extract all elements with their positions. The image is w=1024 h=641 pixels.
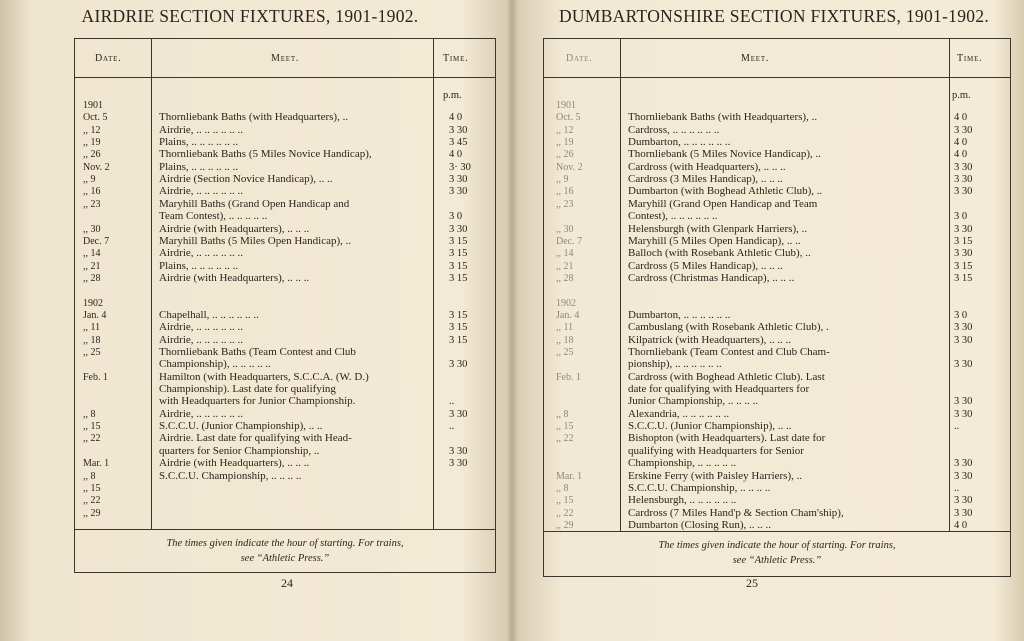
right-row-date: ,, 29 xyxy=(556,519,574,531)
left-row-date: ,, 12 xyxy=(83,124,101,136)
right-row-time: .. xyxy=(954,421,960,433)
left-row-date: Dec. 7 xyxy=(83,235,110,247)
right-row-meet: Dumbarton, .. .. .. .. .. .. xyxy=(628,136,731,149)
right-row-meet: Erskine Ferry (with Paisley Harriers), .. xyxy=(628,469,803,482)
left-row-date: ,, 16 xyxy=(83,186,101,198)
left-row-time: 3 30 xyxy=(449,124,468,136)
left-row-meet: Airdrie, .. .. .. .. .. .. xyxy=(159,333,244,346)
left-row-meet: Airdrie, .. .. .. .. .. .. xyxy=(159,407,244,420)
right-fixtures-table xyxy=(543,38,1011,577)
left-row-meet: Airdrie (with Headquarters), .. .. .. xyxy=(159,457,310,470)
left-row-date: 1902 xyxy=(83,297,103,309)
right-row-meet: Cambuslang (with Rosebank Athletic Club), . xyxy=(628,321,829,334)
right-row-date: ,, 18 xyxy=(556,334,574,346)
left-row-time: 3 15 xyxy=(449,248,468,260)
right-col-meet-header: Meet. xyxy=(741,53,770,64)
left-row-time: 3 15 xyxy=(449,272,468,284)
left-row-date: ,, 29 xyxy=(83,507,101,519)
left-row-meet: Maryhill Baths (5 Miles Open Handicap), .. xyxy=(159,234,352,247)
left-row-time: 3 30 xyxy=(449,174,468,186)
right-row-meet: Dumbarton (Closing Run), .. .. .. xyxy=(628,518,771,531)
right-row-date: Oct. 5 xyxy=(556,112,581,124)
left-page-heading: AIRDRIE SECTION FIXTURES, 1901-1902. xyxy=(81,6,419,26)
left-row-date: ,, 8 xyxy=(83,408,96,420)
right-col-date-header: Date. xyxy=(566,53,593,64)
left-page-number: 24 xyxy=(281,576,293,590)
right-row-time: 3 30 xyxy=(954,458,973,470)
left-row-date: ,, 22 xyxy=(83,433,101,445)
right-row-time: 3 30 xyxy=(954,470,973,482)
right-row-time: 3 30 xyxy=(954,161,973,173)
left-row-time: 3 15 xyxy=(449,309,468,321)
left-row-time: .. xyxy=(449,396,455,408)
left-row-meet: Airdrie. Last date for qualifying with Head- xyxy=(159,432,352,445)
left-row-date: ,, 25 xyxy=(83,347,101,358)
right-row-meet: Thornliebank Baths (with Headquarters), .. xyxy=(628,111,818,124)
right-footer-line-2: see “Athletic Press.” xyxy=(732,555,822,566)
left-row-meet: quarters for Senior Championship, .. xyxy=(159,444,320,457)
left-row-time: 3 15 xyxy=(449,322,468,334)
right-footer-line-1: The times given indicate the hour of starting. For trains, xyxy=(658,540,896,551)
right-page-heading: DUMBARTONSHIRE SECTION FIXTURES, 1901-1902. xyxy=(558,6,990,26)
right-row-meet: S.C.C.U. Championship, .. .. .. .. xyxy=(628,481,771,494)
left-row-meet: Airdrie (with Headquarters), .. .. .. xyxy=(159,271,310,284)
left-date-divider xyxy=(151,39,152,529)
right-row-date: ,, 30 xyxy=(556,223,574,235)
left-row-time: 3 45 xyxy=(449,137,468,149)
left-row-meet: Airdrie, .. .. .. .. .. .. xyxy=(159,247,244,260)
right-row-time: 3 30 xyxy=(954,408,973,420)
right-row-time: .. xyxy=(954,482,960,494)
right-row-time: 3 30 xyxy=(954,334,973,346)
left-row-meet: Airdrie, .. .. .. .. .. .. xyxy=(159,185,244,198)
left-row-date: ,, 18 xyxy=(83,334,101,346)
left-row-meet: Championship), .. .. .. .. .. xyxy=(159,358,271,371)
left-row-date: ,, 9 xyxy=(83,174,96,186)
left-row-date: ,, 23 xyxy=(83,198,101,210)
right-col-time-header: Time. xyxy=(957,53,983,64)
right-row-date: ,, 21 xyxy=(556,260,574,272)
right-row-time: 3 0 xyxy=(954,211,968,223)
right-table-header xyxy=(544,39,1010,78)
right-row-time: 3 30 xyxy=(954,223,973,235)
left-row-time: 3 30 xyxy=(449,458,468,470)
left-row-meet: Airdrie, .. .. .. .. .. .. xyxy=(159,321,244,334)
right-row-date: ,, 22 xyxy=(556,433,574,445)
right-row-date: ,, 8 xyxy=(556,482,569,494)
right-row-date: Nov. 2 xyxy=(556,161,583,173)
left-col-time-header: Time. xyxy=(443,53,469,64)
left-row-time: 3 30 xyxy=(449,445,468,457)
right-row-time: 3 30 xyxy=(954,359,973,371)
right-row-time: 4 0 xyxy=(954,519,968,531)
right-row-date: ,, 19 xyxy=(556,137,574,149)
left-row-date: ,, 8 xyxy=(83,470,96,482)
left-row-time: 4 0 xyxy=(449,112,463,124)
right-row-meet: Alexandria, .. .. .. .. .. .. xyxy=(628,407,730,420)
right-row-meet: Maryhill (Grand Open Handicap and Team xyxy=(628,197,818,210)
left-row-date: Feb. 1 xyxy=(83,371,108,383)
right-row-time: 3 30 xyxy=(954,396,973,408)
right-row-meet: Junior Championship, .. .. .. .. xyxy=(628,395,759,408)
left-row-meet: S.C.C.U. Championship, .. .. .. .. xyxy=(159,469,302,482)
left-row-meet: Airdrie (Section Novice Handicap), .. .. xyxy=(159,173,333,186)
right-row-meet: Cardross (with Boghead Athletic Club). Last xyxy=(628,370,825,383)
right-row-date: Feb. 1 xyxy=(556,371,581,383)
right-row-meet: Dumbarton, .. .. .. .. .. .. xyxy=(628,308,731,321)
left-row-meet: Thornliebank Baths (Team Contest and Club xyxy=(159,346,356,358)
left-row-date: ,, 15 xyxy=(83,482,101,494)
left-row-date: Nov. 2 xyxy=(83,161,110,173)
right-time-divider xyxy=(949,39,950,531)
left-row-meet: Plains, .. .. .. .. .. .. xyxy=(159,259,239,272)
left-row-time: 3 15 xyxy=(449,235,468,247)
left-row-time: 3· 30 xyxy=(449,161,471,173)
left-row-meet: Plains, .. .. .. .. .. .. xyxy=(159,136,239,149)
right-row-date: 1902 xyxy=(556,297,576,309)
right-row-time: 3 30 xyxy=(954,186,973,198)
right-row-meet: Cardross (with Headquarters), .. .. .. xyxy=(628,160,786,173)
right-row-date: ,, 16 xyxy=(556,186,574,198)
left-row-time: 3 30 xyxy=(449,408,468,420)
right-row-meet: Kilpatrick (with Headquarters), .. .. .. xyxy=(628,333,792,346)
right-row-date: Mar. 1 xyxy=(556,470,583,482)
left-row-meet: Thornliebank Baths (5 Miles Novice Handicap), xyxy=(159,148,372,161)
left-row-date: ,, 22 xyxy=(83,495,101,507)
right-row-time: 3 30 xyxy=(954,124,973,136)
right-row-date: ,, 26 xyxy=(556,149,574,161)
right-row-date: ,, 8 xyxy=(556,408,569,420)
left-row-meet: with Headquarters for Junior Championship. xyxy=(159,395,356,408)
left-row-meet: Airdrie (with Headquarters), .. .. .. xyxy=(159,222,310,235)
right-row-meet: pionship), .. .. .. .. .. .. xyxy=(628,358,722,371)
right-row-time: 4 0 xyxy=(954,112,968,124)
right-row-meet: Bishopton (with Headquarters). Last date for xyxy=(628,432,826,445)
right-page-number: 25 xyxy=(746,576,758,590)
right-row-meet: Dumbarton (with Boghead Athletic Club), .. xyxy=(628,185,823,198)
left-col-meet-header: Meet. xyxy=(271,53,300,64)
right-row-meet: Contest), .. .. .. .. .. .. xyxy=(628,210,718,223)
right-row-date: ,, 12 xyxy=(556,124,574,136)
right-row-date: ,, 15 xyxy=(556,495,574,507)
left-row-date: ,, 21 xyxy=(83,260,101,272)
left-row-time: 3 15 xyxy=(449,260,468,272)
left-fixtures-table xyxy=(74,38,496,573)
right-row-meet: Thornliebank (5 Miles Novice Handicap), .. xyxy=(628,148,822,161)
left-row-meet: Team Contest), .. .. .. .. .. xyxy=(159,210,268,223)
right-row-time: 4 0 xyxy=(954,149,968,161)
right-row-meet: Cardross (3 Miles Handicap), .. .. .. xyxy=(628,173,783,186)
left-row-meet: Championship). Last date for qualifying xyxy=(159,383,336,396)
right-row-meet: S.C.C.U. (Junior Championship), .. .. xyxy=(628,420,792,433)
right-row-date: ,, 15 xyxy=(556,421,574,433)
left-row-date: Mar. 1 xyxy=(83,458,110,470)
right-row-date: 1901 xyxy=(556,100,576,111)
left-row-meet: Airdrie, .. .. .. .. .. .. xyxy=(159,123,244,136)
left-row-time: 3 30 xyxy=(449,223,468,235)
left-row-time: 3 15 xyxy=(449,334,468,346)
left-row-time: 4 0 xyxy=(449,149,463,161)
right-row-time: 3 15 xyxy=(954,235,973,247)
left-table-header xyxy=(75,39,495,78)
left-row-time: .. xyxy=(449,421,455,433)
right-row-date: ,, 28 xyxy=(556,272,574,284)
left-page xyxy=(0,0,508,641)
right-row-meet: Helensburgh, .. .. .. .. .. .. xyxy=(628,494,737,507)
right-row-meet: date for qualifying with Headquarters for xyxy=(628,383,810,396)
left-row-meet: Thornliebank Baths (with Headquarters), .. xyxy=(159,111,349,124)
left-footer-line-1: The times given indicate the hour of starting. For trains, xyxy=(166,538,404,549)
left-row-date: 1901 xyxy=(83,100,103,111)
right-footer-rule xyxy=(544,531,1010,532)
left-row-date: ,, 11 xyxy=(83,322,101,334)
right-date-divider xyxy=(620,39,621,531)
right-row-date: ,, 22 xyxy=(556,507,574,519)
right-row-meet: Cardross (7 Miles Hand'p & Section Cham'ship), xyxy=(628,506,844,519)
left-row-date: Oct. 5 xyxy=(83,112,108,124)
left-row-date: ,, 14 xyxy=(83,248,101,260)
right-row-meet: qualifying with Headquarters for Senior xyxy=(628,444,804,457)
right-row-time: 3 30 xyxy=(954,174,973,186)
left-row-meet: Hamilton (with Headquarters, S.C.C.A. (W. D.) xyxy=(159,370,369,383)
right-row-meet: Championship, .. .. .. .. .. xyxy=(628,457,737,470)
right-page xyxy=(514,0,1024,641)
left-footer-rule xyxy=(75,529,495,530)
right-row-meet: Cardross (5 Miles Handicap), .. .. .. xyxy=(628,259,783,272)
right-row-time: 4 0 xyxy=(954,137,968,149)
right-row-meet: Thornliebank (Team Contest and Club Cham- xyxy=(628,346,830,358)
right-row-time: 3 30 xyxy=(954,507,973,519)
left-footer-line-2: see “Athletic Press.” xyxy=(240,553,330,564)
left-row-meet: Chapelhall, .. .. .. .. .. .. xyxy=(159,308,259,321)
right-row-date: Jan. 4 xyxy=(556,309,580,321)
right-row-time: 3 30 xyxy=(954,322,973,334)
right-row-meet: Cardross (Christmas Handicap), .. .. .. xyxy=(628,271,795,284)
left-row-time: 3 0 xyxy=(449,211,463,223)
right-row-meet: Helensburgh (with Glenpark Harriers), .. xyxy=(628,222,808,235)
right-row-date: ,, 25 xyxy=(556,347,574,358)
left-row-meet: Plains, .. .. .. .. .. .. xyxy=(159,160,239,173)
right-row-date: ,, 23 xyxy=(556,198,574,210)
right-row-date: ,, 11 xyxy=(556,322,574,334)
left-row-date: ,, 19 xyxy=(83,137,101,149)
right-row-time: 3 15 xyxy=(954,272,973,284)
left-row-date: ,, 26 xyxy=(83,149,101,161)
left-row-date: ,, 30 xyxy=(83,223,101,235)
right-row-meet: Cardross, .. .. .. .. .. .. xyxy=(628,123,720,136)
right-row-time: 3 15 xyxy=(954,260,973,272)
right-row-meet: Maryhill (5 Miles Open Handicap), .. .. xyxy=(628,234,801,247)
right-row-time: 3 30 xyxy=(954,495,973,507)
left-row-date: Jan. 4 xyxy=(83,309,107,321)
right-row-time: 3 30 xyxy=(954,248,973,260)
right-row-meet: Balloch (with Rosebank Athletic Club), .. xyxy=(628,247,811,260)
left-col-date-header: Date. xyxy=(95,53,122,64)
left-row-meet: S.C.C.U. (Junior Championship), .. .. xyxy=(159,420,323,433)
right-row-time: 3 0 xyxy=(954,309,968,321)
left-row-meet: Maryhill Baths (Grand Open Handicap and xyxy=(159,197,350,210)
left-time-unit: p.m. xyxy=(443,90,462,101)
left-time-divider xyxy=(433,39,434,529)
right-row-date: ,, 9 xyxy=(556,174,569,186)
right-row-date: ,, 14 xyxy=(556,248,574,260)
right-row-date: Dec. 7 xyxy=(556,235,583,247)
left-row-time: 3 30 xyxy=(449,186,468,198)
left-row-date: ,, 15 xyxy=(83,421,101,433)
right-time-unit: p.m. xyxy=(952,90,971,101)
left-row-date: ,, 28 xyxy=(83,272,101,284)
left-row-time: 3 30 xyxy=(449,359,468,371)
